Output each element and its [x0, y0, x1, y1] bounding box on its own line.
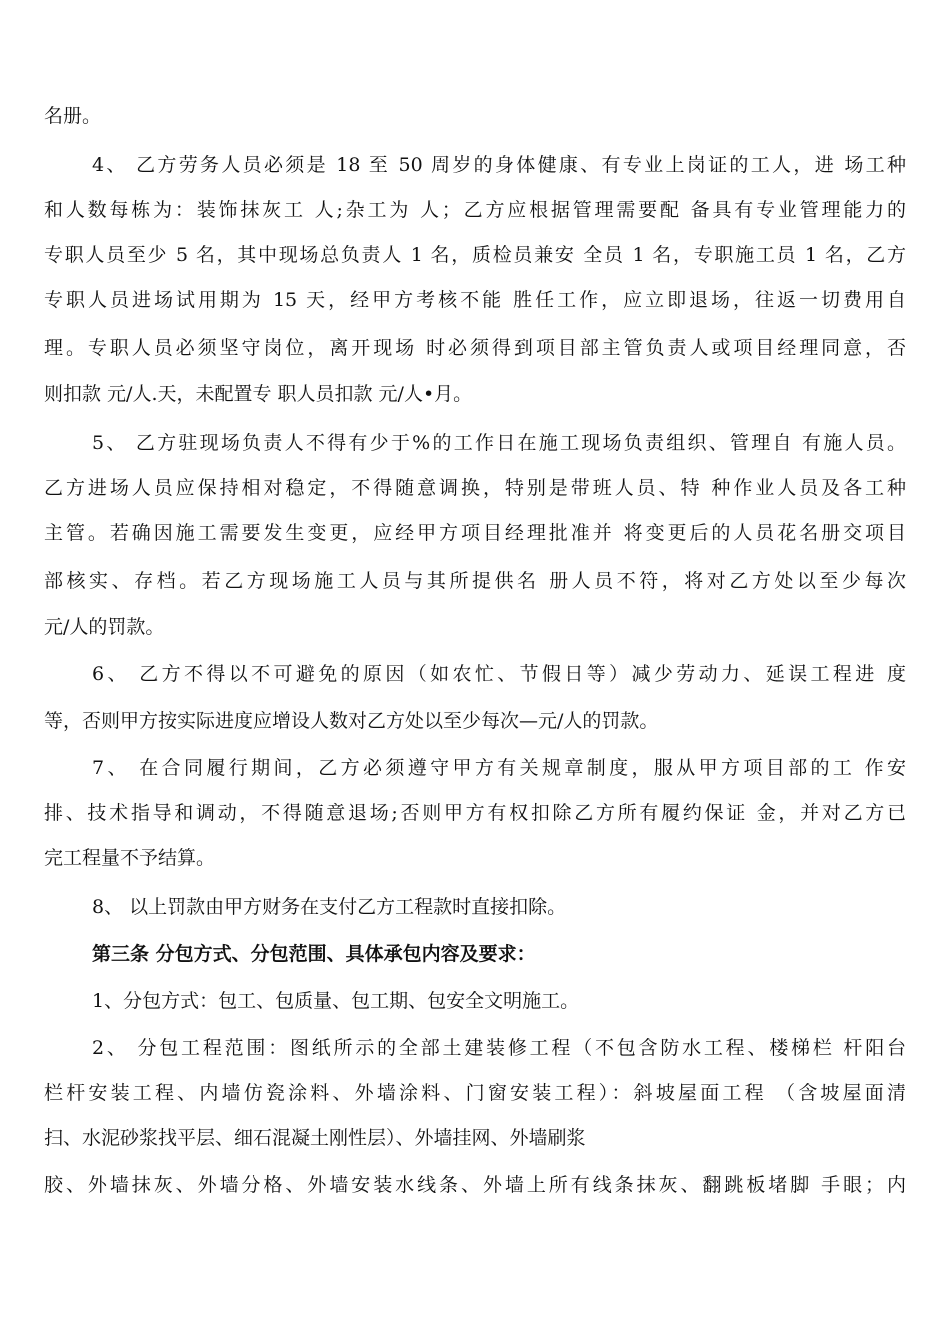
text-line: 乙方进场人员应保持相对稳定，不得随意调换，特别是带班人员、特 种作业人员及各工种	[44, 477, 906, 499]
text-line: 和人数每栋为：装饰抹灰工 人;杂工为 人；乙方应根据管理需要配 备具有专业管理能力的	[44, 199, 906, 221]
text-line: 理。专职人员必须坚守岗位，离开现场 时必须得到项目部主管负责人或项目经理同意，否	[44, 337, 906, 359]
text-line: 6、 乙方不得以不可避免的原因（如农忙、节假日等）减少劳动力、延误工程进 度	[92, 663, 906, 685]
text-line: 完工程量不予结算。	[44, 847, 216, 869]
text-line: 名册。	[44, 105, 102, 127]
text-line: 4、 乙方劳务人员必须是 18 至 50 周岁的身体健康、有专业上岗证的工人，进 场工种	[92, 154, 906, 176]
section-heading: 第三条 分包方式、分包范围、具体承包内容及要求：	[92, 943, 536, 965]
text-line: 专职人员进场试用期为 15 天，经甲方考核不能 胜任工作，应立即退场，往返一切费用自	[44, 289, 906, 311]
text-line: 元/人的罚款。	[44, 616, 165, 638]
text-line: 专职人员至少 5 名，其中现场总负责人 1 名，质检员兼安 全员 1 名，专职施工员 1 名，乙方	[44, 244, 906, 266]
text-line: 部核实、存档。若乙方现场施工人员与其所提供名 册人员不符，将对乙方处以至少每次	[44, 570, 906, 592]
text-line: 主管。若确因施工需要发生变更，应经甲方项目经理批准并 将变更后的人员花名册交项目	[44, 522, 906, 544]
text-line: 等，否则甲方按实际进度应增设人数对乙方处以至少每次—元/人的罚款。	[44, 710, 659, 732]
text-line: 1、分包方式：包工、包质量、包工期、包安全文明施工。	[92, 990, 580, 1012]
text-line: 排、技术指导和调动，不得随意退场;否则甲方有权扣除乙方所有履约保证 金，并对乙方已	[44, 802, 906, 824]
text-line: 7、 在合同履行期间，乙方必须遵守甲方有关规章制度，服从甲方项目部的工 作安	[92, 757, 906, 779]
text-line: 胶、外墙抹灰、外墙分格、外墙安装水线条、外墙上所有线条抹灰、翻跳板堵脚 手眼；内	[44, 1174, 906, 1196]
text-line: 8、 以上罚款由甲方财务在支付乙方工程款时直接扣除。	[92, 896, 567, 918]
text-line: 则扣款 元/人.天，未配置专 职人员扣款 元/人•月。	[44, 383, 473, 405]
text-line: 5、 乙方驻现场负责人不得有少于%的工作日在施工现场负责组织、管理自 有施人员。	[92, 432, 906, 454]
text-line: 栏杆安装工程、内墙仿瓷涂料、外墙涂料、门窗安装工程）：斜坡屋面工程 （含坡屋面清	[44, 1082, 906, 1104]
text-line: 扫、水泥砂浆找平层、细石混凝土刚性层）、外墙挂网、外墙刷浆	[44, 1127, 586, 1149]
text-line: 2、 分包工程范围：图纸所示的全部土建装修工程（不包含防水工程、楼梯栏 杆阳台	[92, 1037, 906, 1059]
